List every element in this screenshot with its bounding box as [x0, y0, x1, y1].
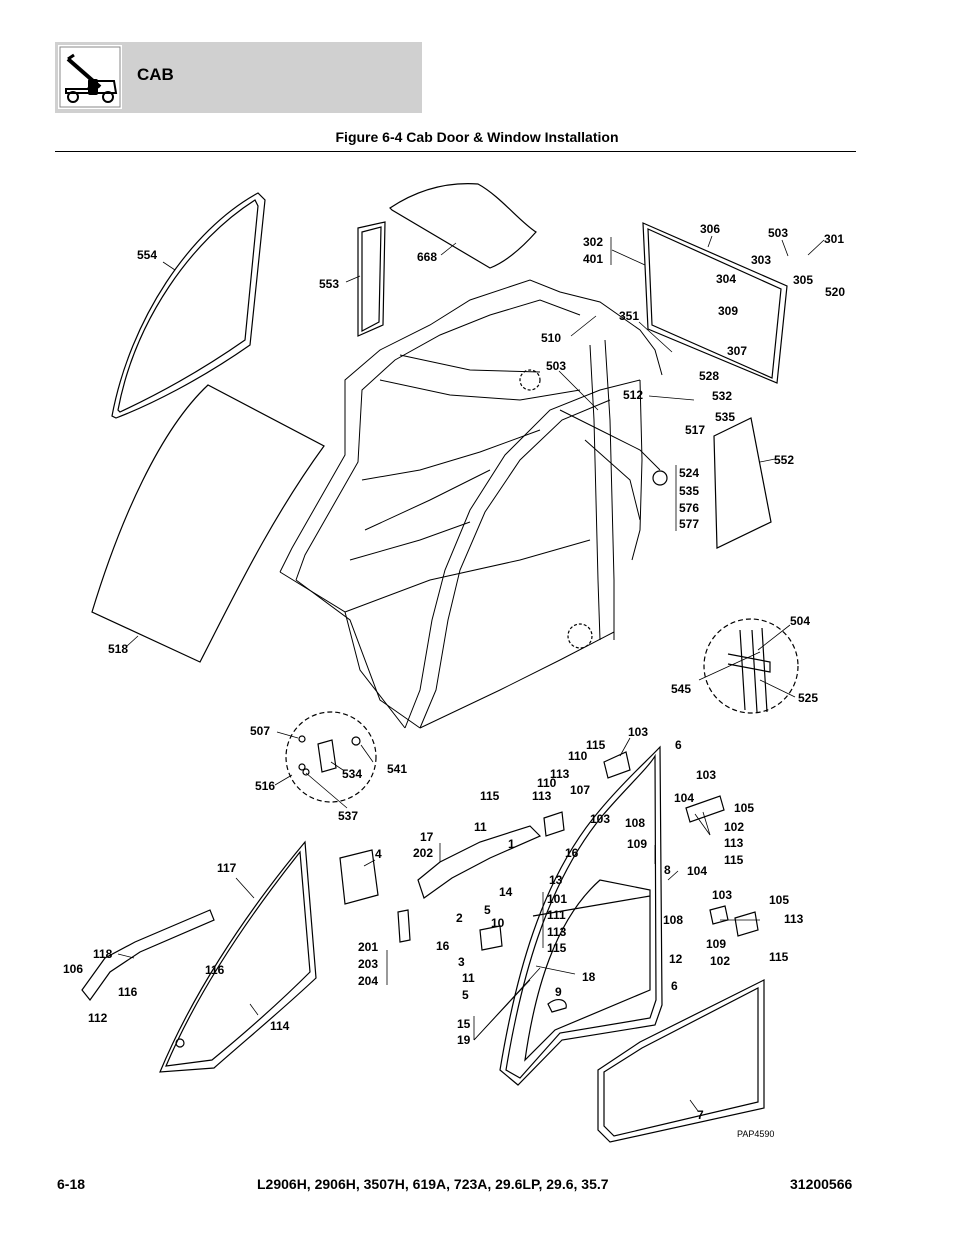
callout-113-b: 113 — [532, 789, 552, 803]
callout-503: 503 — [768, 226, 789, 240]
callout-13: 13 — [549, 873, 563, 887]
callout-113-d: 113 — [547, 925, 567, 939]
callout-102-b: 102 — [710, 954, 731, 968]
callout-108-b: 108 — [663, 913, 684, 927]
windshield-518 — [92, 385, 324, 662]
callout-1: 1 — [508, 837, 515, 851]
callout-528: 528 — [699, 369, 720, 383]
callout-19: 19 — [457, 1033, 471, 1047]
arm-17 — [418, 826, 540, 898]
window-552 — [714, 418, 771, 548]
callout-118: 118 — [93, 947, 113, 961]
callout-554: 554 — [137, 248, 158, 262]
callout-109-b: 109 — [706, 937, 727, 951]
callout-532: 532 — [712, 389, 733, 403]
callout-6-b: 6 — [671, 979, 678, 993]
callout-534: 534 — [342, 767, 363, 781]
callout-512: 512 — [623, 388, 644, 402]
callout-113-c: 113 — [724, 836, 744, 850]
callout-301: 301 — [824, 232, 845, 246]
callout-577: 577 — [679, 517, 700, 531]
callout-labels — [63, 222, 845, 1139]
callout-116: 116 — [205, 963, 225, 977]
bolt-524 — [653, 471, 667, 485]
callout-103-b: 103 — [696, 768, 717, 782]
callout-113-e: 113 — [784, 912, 804, 926]
callout-101: 101 — [547, 892, 568, 906]
callout-106: 106 — [63, 962, 84, 976]
callout-204: 204 — [358, 974, 379, 988]
callout-107: 107 — [570, 783, 591, 797]
bracket-4 — [340, 850, 378, 904]
window-553-inner — [362, 227, 381, 331]
window-554 — [112, 193, 265, 418]
callout-5-b: 5 — [462, 988, 469, 1002]
callout-10: 10 — [491, 916, 505, 930]
callout-525: 525 — [798, 691, 819, 705]
callout-14: 14 — [499, 885, 513, 899]
callout-105-b: 105 — [769, 893, 790, 907]
callout-517: 517 — [685, 423, 706, 437]
callout-115-b: 115 — [480, 789, 500, 803]
callout-112: 112 — [88, 1011, 108, 1025]
callout-117: 117 — [217, 861, 237, 875]
callout-553: 553 — [319, 277, 340, 291]
callout-307: 307 — [727, 344, 748, 358]
callout-524: 524 — [679, 466, 700, 480]
callout-202: 202 — [413, 846, 434, 860]
callout-103-c: 103 — [590, 812, 611, 826]
callout-110-b: 110 — [537, 776, 557, 790]
callout-351: 351 — [619, 309, 640, 323]
manual-part-number: 31200566 — [790, 1176, 853, 1192]
model-list: L2906H, 2906H, 3507H, 619A, 723A, 29.6LP, 29.6, 35.7 — [257, 1176, 609, 1192]
callout-7: 7 — [697, 1108, 704, 1122]
callout-115-d: 115 — [547, 941, 567, 955]
callout-4: 4 — [375, 847, 382, 861]
callout-9: 9 — [555, 985, 562, 999]
callout-11-b: 11 — [462, 971, 475, 985]
cab-frame — [280, 280, 662, 728]
callout-537: 537 — [338, 809, 359, 823]
callout-103: 103 — [628, 725, 649, 739]
callout-401: 401 — [583, 252, 604, 266]
callout-3: 3 — [458, 955, 465, 969]
callout-18: 18 — [582, 970, 596, 984]
callout-109: 109 — [627, 837, 648, 851]
roof-hatch-302-inner — [648, 229, 781, 378]
detail-circle-534 — [286, 712, 376, 802]
callout-115-c: 115 — [724, 853, 744, 867]
image-code: PAP4590 — [737, 1129, 775, 1139]
callout-116-b: 116 — [118, 985, 138, 999]
callout-305: 305 — [793, 273, 814, 287]
callout-309: 309 — [718, 304, 739, 318]
callout-108: 108 — [625, 816, 646, 830]
roof-hatch-302 — [643, 223, 787, 383]
callout-503-b: 503 — [546, 359, 567, 373]
callout-2: 2 — [456, 911, 463, 925]
callout-17: 17 — [420, 830, 434, 844]
callout-302: 302 — [583, 235, 604, 249]
callout-306: 306 — [700, 222, 721, 236]
callout-8: 8 — [664, 863, 671, 877]
section-title: CAB — [137, 65, 174, 84]
callout-304: 304 — [716, 272, 737, 286]
figure-title: Figure 6-4 Cab Door & Window Installation — [335, 129, 619, 145]
callout-12: 12 — [669, 952, 683, 966]
callout-201: 201 — [358, 940, 379, 954]
callout-576: 576 — [679, 501, 700, 515]
callout-113: 113 — [550, 767, 570, 781]
callout-111: 111 — [547, 908, 566, 922]
callout-114: 114 — [270, 1019, 290, 1033]
diagram-artwork — [82, 184, 824, 1142]
callout-520: 520 — [825, 285, 846, 299]
roof-panel-668 — [390, 184, 536, 268]
window-554-inner — [118, 200, 258, 412]
callout-303: 303 — [751, 253, 772, 267]
callout-518: 518 — [108, 642, 129, 656]
callout-510: 510 — [541, 331, 562, 345]
callout-541: 541 — [387, 762, 408, 776]
callout-535-b: 535 — [679, 484, 700, 498]
door-glass-7 — [598, 980, 764, 1142]
callout-545: 545 — [671, 682, 692, 696]
callout-203: 203 — [358, 957, 379, 971]
callout-504: 504 — [790, 614, 811, 628]
door-frame — [500, 747, 662, 1085]
callout-552: 552 — [774, 453, 795, 467]
callout-6: 6 — [675, 738, 682, 752]
callout-507: 507 — [250, 724, 271, 738]
callout-105: 105 — [734, 801, 755, 815]
callout-115-e: 115 — [769, 950, 789, 964]
callout-11: 11 — [474, 820, 487, 834]
callout-15: 15 — [457, 1017, 471, 1031]
callout-5: 5 — [484, 903, 491, 917]
callout-535: 535 — [715, 410, 736, 424]
callout-104: 104 — [674, 791, 695, 805]
callout-16-b: 16 — [436, 939, 450, 953]
callout-110: 110 — [568, 749, 588, 763]
callout-103-d: 103 — [712, 888, 733, 902]
callout-516: 516 — [255, 779, 276, 793]
callout-102: 102 — [724, 820, 745, 834]
detail-circle-504 — [704, 619, 798, 713]
callout-115: 115 — [586, 738, 606, 752]
page-number: 6-18 — [57, 1176, 86, 1192]
callout-668: 668 — [417, 250, 438, 264]
callout-16: 16 — [565, 846, 579, 860]
callout-104-b: 104 — [687, 864, 708, 878]
